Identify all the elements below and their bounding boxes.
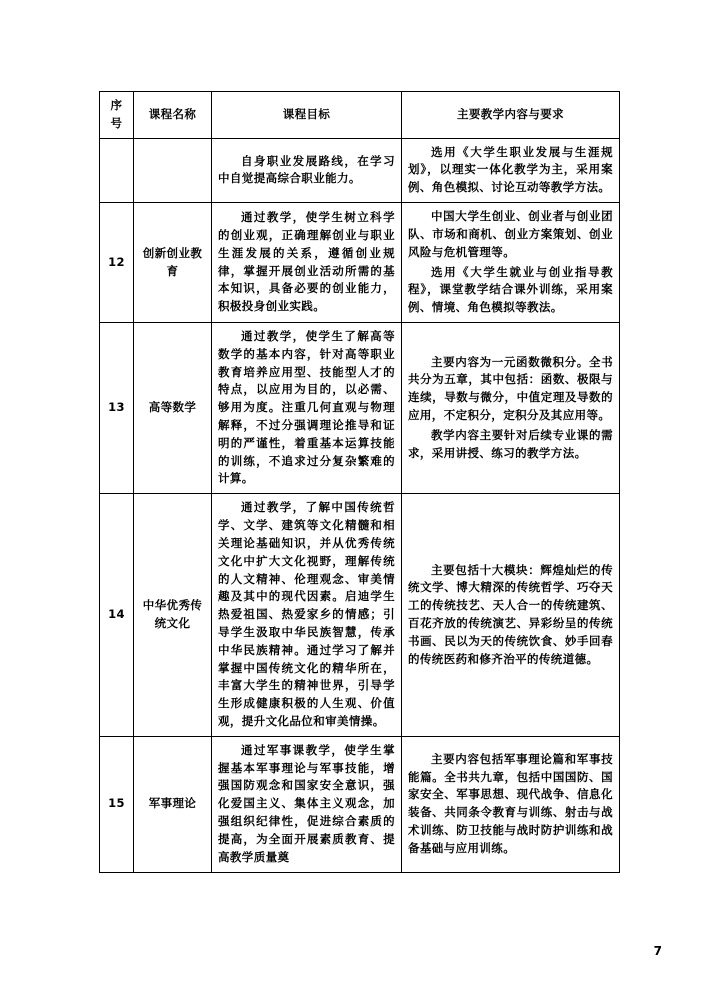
goal-paragraph: 通过教学，使学生树立科学的创业观，正确理解创业与职业生涯发展的关系，遵循创业规律，掌握开展创业活动所需的基本知识，具备必要的创业能力，积极投身创业实践。: [218, 210, 395, 314]
table-row: [100, 322, 620, 493]
table-body: [100, 138, 620, 872]
cell-course-name: 中华优秀传统文化: [134, 494, 212, 737]
column-header-seq: 序号: [100, 92, 134, 139]
table-row: [100, 494, 620, 737]
cell-seq: 12: [100, 203, 134, 323]
column-header-course-name: 课程名称: [134, 92, 212, 139]
cell-teaching-content: [402, 203, 620, 323]
content-paragraph: 教学内容主要针对后续专业课的需求，采用讲授、练习的教学方法。: [408, 427, 613, 460]
course-table-container: [99, 91, 619, 873]
goal-paragraph: 通过教学，使学生了解高等数学的基本内容，针对高等职业教育培养应用型、技能型人才的特点，以应用为目的，以必需、够用为度。注重几何直观与物理解释，不过分强调理论推导和证明的严谨性，着重基本运算技能的训练，不追求过分复杂繁难的计算。: [218, 328, 395, 486]
table-header-row: [100, 92, 620, 139]
goal-paragraph: 通过教学，了解中国传统哲学、文学、建筑等文化精髓和相关理论基础知识，并从优秀传统文化中扩大文化视野，理解传统的人文精神、伦理观念、审美情趣及其中的现代因素。启迪学生热爱祖国、热爱家乡的情感；引导学生汲取中华民族智慧，传承中华民族精神。通过学习了解并掌握中国传统文化的精华所在，丰富大学生的精神世界，引导学生形成健康积极的人生观、价值观，提升文化品位和审美情操。: [218, 500, 395, 728]
cell-seq: 13: [100, 322, 134, 493]
cell-course-goal: [212, 322, 402, 493]
content-paragraph: 主要包括十大模块：辉煌灿烂的传统文学、博大精深的传统哲学、巧夺天工的传统技艺、天人合一的传统建筑、百花齐放的传统演艺、异彩纷呈的传统书画、民以为天的传统饮食、妙手回春的传统医药和修齐治平的传统道德。: [408, 562, 613, 666]
cell-course-goal: [212, 138, 402, 202]
course-table: [99, 91, 620, 873]
cell-course-name: [134, 138, 212, 202]
cell-teaching-content: [402, 138, 620, 202]
table-row: [100, 736, 620, 872]
content-paragraph: 选用《大学生就业与创业指导教程》，课堂教学结合课外训练，采用案例、情境、角色模拟等教法。: [408, 264, 613, 315]
content-paragraph: 主要内容为一元函数微积分。全书共分为五章，其中包括：函数、极限与连续，导数与微分，中值定理及导数的应用，不定积分，定积分及其应用等。: [408, 354, 613, 423]
content-paragraph: 中国大学生创业、创业者与创业团队、市场和商机、创业方案策划、创业风险与危机管理等。: [408, 209, 613, 259]
goal-paragraph: 通过军事课教学，使学生掌握基本军事理论与军事技能，增强国防观念和国家安全意识，强化爱国主义、集体主义观念，加强组织纪律性，促进综合素质的提高，为全面开展素质教育、提高教学质量奠: [218, 742, 395, 864]
goal-paragraph: 自身职业发展路线，在学习中自觉提高综合职业能力。: [218, 153, 395, 186]
cell-course-name: 创新创业教育: [134, 203, 212, 323]
content-paragraph: 选用《大学生职业发展与生涯规划》，以理实一体化教学为主，采用案例、角色模拟、讨论互动等教学方法。: [408, 144, 613, 195]
cell-teaching-content: [402, 494, 620, 737]
page-number: 7: [653, 944, 662, 958]
table-header: [100, 92, 620, 139]
cell-seq: 15: [100, 736, 134, 872]
cell-teaching-content: [402, 736, 620, 872]
cell-course-name: 高等数学: [134, 322, 212, 493]
cell-course-goal: [212, 494, 402, 737]
column-header-course-goal: 课程目标: [212, 92, 402, 139]
cell-course-goal: [212, 203, 402, 323]
column-header-teaching-content: 主要教学内容与要求: [402, 92, 620, 139]
content-paragraph: 主要内容包括军事理论篇和军事技能篇。全书共九章，包括中国国防、国家安全、军事思想、现代战争、信息化装备、共同条令教育与训练、射击与战术训练、防卫技能与战时防护训练和战备基础与应用训练。: [408, 751, 613, 855]
cell-course-name: 军事理论: [134, 736, 212, 872]
cell-teaching-content: [402, 322, 620, 493]
cell-course-goal: [212, 736, 402, 872]
table-row: [100, 203, 620, 323]
cell-seq: 14: [100, 494, 134, 737]
cell-seq: [100, 138, 134, 202]
table-row: [100, 138, 620, 202]
